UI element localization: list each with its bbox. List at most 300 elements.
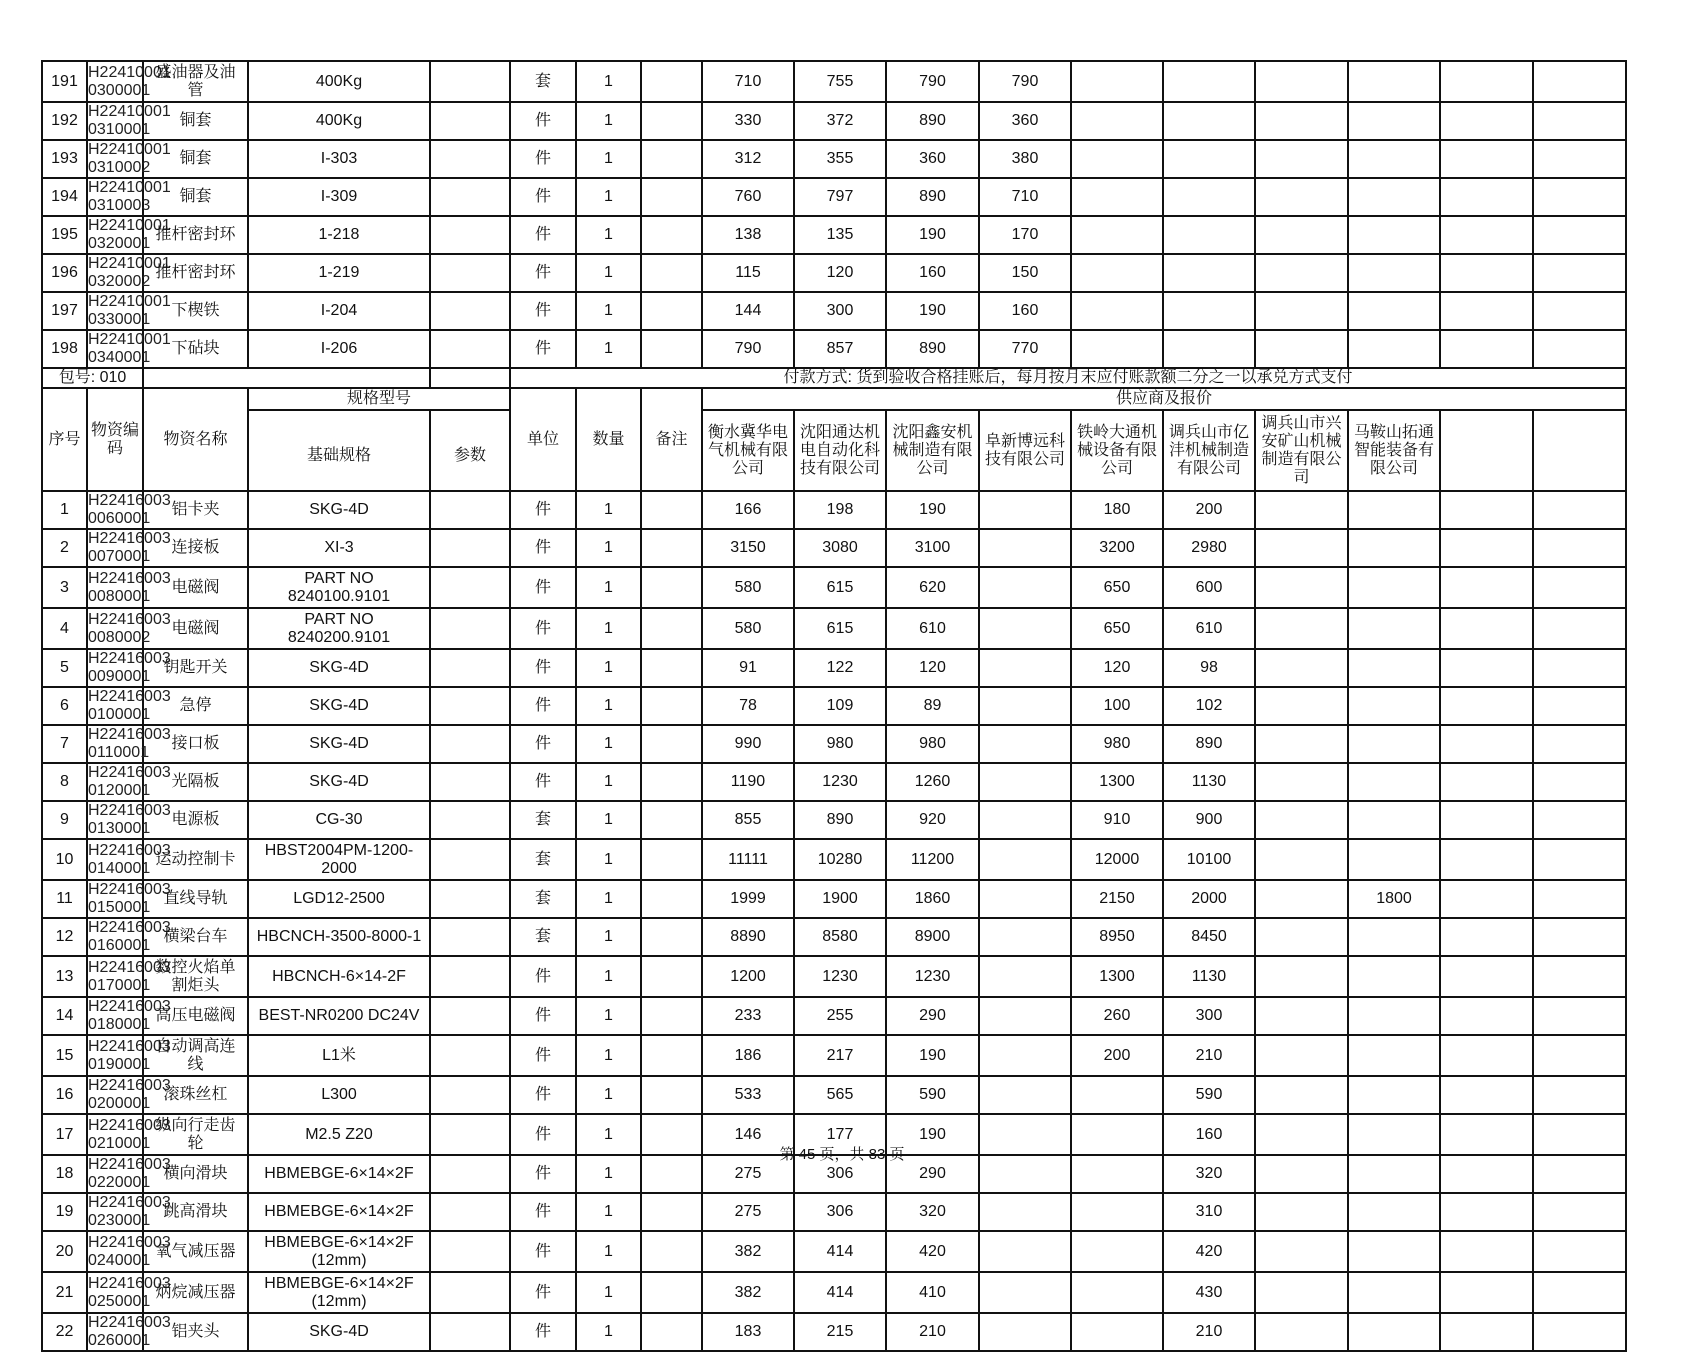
- row-price: 180: [1071, 491, 1163, 529]
- text-line: 管: [187, 81, 204, 99]
- row-remark: [641, 801, 702, 839]
- header-spec-group: 规格型号: [248, 388, 510, 410]
- row-price: [1440, 254, 1533, 292]
- row-unit: 件: [510, 608, 576, 649]
- row-material-code: [87, 254, 171, 292]
- row-remark: [641, 918, 702, 956]
- row-price: 1130: [1163, 956, 1255, 997]
- text-line: H22416003: [88, 841, 171, 859]
- row-spec-param: [430, 140, 510, 178]
- text-line: 推杆密封环: [155, 264, 236, 281]
- payment-terms: 付款方式: 货到验收合格挂账后，每月按月末应付账款额二分之一以承兑方式支付: [510, 368, 1626, 388]
- row-seq: 4: [42, 608, 87, 649]
- row-spec-param: [430, 956, 510, 997]
- row-qty: 1: [576, 140, 641, 178]
- row-unit: 件: [510, 649, 576, 687]
- row-spec-basic: [248, 918, 430, 956]
- table-row: [42, 1035, 1626, 1076]
- row-price: 3080: [794, 529, 886, 567]
- text-line: H22416003: [88, 1314, 171, 1331]
- row-spec-param: [430, 1193, 510, 1231]
- row-qty: 1: [576, 880, 641, 918]
- row-price: [979, 1231, 1071, 1272]
- row-unit: 套: [510, 918, 576, 956]
- row-price: [1255, 1313, 1348, 1351]
- row-seq: 21: [42, 1272, 87, 1313]
- row-remark: [641, 839, 702, 880]
- text-line: 阜新博远科: [984, 432, 1065, 450]
- row-remark: [641, 687, 702, 725]
- text-line: H22416003: [88, 958, 171, 976]
- table-row: [42, 491, 1626, 529]
- text-line: 公司: [1100, 459, 1133, 477]
- row-price: 186: [702, 1035, 794, 1076]
- supplier-header: [702, 410, 794, 491]
- row-qty: 1: [576, 649, 641, 687]
- row-price: 200: [1071, 1035, 1163, 1076]
- row-qty: 1: [576, 1076, 641, 1114]
- row-price: 2150: [1071, 880, 1163, 918]
- row-price: [1440, 801, 1533, 839]
- supplier-header: [979, 410, 1071, 491]
- row-price: [1533, 687, 1626, 725]
- row-seq: 12: [42, 918, 87, 956]
- row-qty: 1: [576, 1035, 641, 1076]
- row-price: [1533, 330, 1626, 368]
- row-unit: 件: [510, 763, 576, 801]
- row-price: [1348, 763, 1440, 801]
- row-price: 120: [886, 649, 979, 687]
- row-price: 600: [1163, 567, 1255, 608]
- text-line: 电磁阀: [171, 619, 220, 637]
- row-price: 3200: [1071, 529, 1163, 567]
- row-unit: 件: [510, 1035, 576, 1076]
- row-qty: 1: [576, 839, 641, 880]
- row-spec-param: [430, 763, 510, 801]
- row-price: 320: [1163, 1155, 1255, 1193]
- table-row: [42, 1193, 1626, 1231]
- row-price: [1440, 956, 1533, 997]
- row-price: 1999: [702, 880, 794, 918]
- row-price: 580: [702, 608, 794, 649]
- row-price: [1255, 1231, 1348, 1272]
- text-line: CG-30: [315, 811, 363, 828]
- text-line: 铝夹头: [171, 1323, 220, 1340]
- row-price: [1533, 61, 1626, 102]
- row-spec-basic: [248, 725, 430, 763]
- text-line: H22416003: [88, 1116, 171, 1134]
- text-line: 0070001: [88, 548, 151, 565]
- row-spec-basic: [248, 1193, 430, 1231]
- row-material-code: [87, 649, 171, 687]
- text-line: 0120001: [88, 782, 151, 799]
- row-remark: [641, 178, 702, 216]
- row-price: 300: [1163, 997, 1255, 1035]
- row-spec-param: [430, 608, 510, 649]
- text-line: H22416003: [88, 1077, 171, 1094]
- row-spec-param: [430, 1272, 510, 1313]
- text-line: 钥匙开关: [163, 659, 228, 676]
- row-remark: [641, 1231, 702, 1272]
- row-price: [1533, 1231, 1626, 1272]
- row-price: [1440, 1313, 1533, 1351]
- row-price: [1255, 956, 1348, 997]
- row-price: 1230: [886, 956, 979, 997]
- text-line: H22416003: [88, 1194, 171, 1211]
- row-price: [1255, 763, 1348, 801]
- text-line: 0090001: [88, 668, 151, 685]
- row-remark: [641, 725, 702, 763]
- row-unit: 套: [510, 61, 576, 102]
- row-price: 360: [886, 140, 979, 178]
- text-line: 割炬头: [171, 976, 220, 994]
- header-row-1: [42, 388, 1626, 410]
- text-line: I-303: [320, 150, 358, 167]
- table-row: [42, 61, 1626, 102]
- row-unit: 件: [510, 1272, 576, 1313]
- row-spec-basic: [248, 649, 430, 687]
- text-line: 横向滑块: [163, 1165, 228, 1182]
- row-price: [1440, 292, 1533, 330]
- row-price: 306: [794, 1155, 886, 1193]
- row-material-code: [87, 725, 171, 763]
- table-row: [42, 529, 1626, 567]
- text-line: 0160001: [88, 937, 151, 954]
- text-line: 0080002: [88, 628, 151, 646]
- table-row: [42, 1076, 1626, 1114]
- row-price: [1533, 725, 1626, 763]
- supplier-header: [1440, 410, 1533, 491]
- row-spec-basic: [248, 1035, 430, 1076]
- row-price: 790: [886, 61, 979, 102]
- text-line: 铁岭大通机: [1076, 423, 1157, 441]
- row-spec-param: [430, 918, 510, 956]
- row-price: 890: [886, 330, 979, 368]
- row-price: 78: [702, 687, 794, 725]
- text-line: H22410001: [88, 63, 171, 81]
- row-seq: 197: [42, 292, 87, 330]
- row-spec-basic: [248, 763, 430, 801]
- text-line: H22410001: [88, 255, 171, 272]
- row-price: 1200: [702, 956, 794, 997]
- row-seq: 193: [42, 140, 87, 178]
- row-spec-basic: [248, 880, 430, 918]
- row-qty: 1: [576, 918, 641, 956]
- row-seq: 192: [42, 102, 87, 140]
- row-spec-param: [430, 216, 510, 254]
- text-line: 下楔铁: [171, 302, 220, 319]
- row-remark: [641, 61, 702, 102]
- text-line: 0100001: [88, 706, 151, 723]
- row-price: [979, 687, 1071, 725]
- row-remark: [641, 1313, 702, 1351]
- text-line: 高压电磁阀: [155, 1007, 236, 1024]
- row-spec-param: [430, 1076, 510, 1114]
- table-row: [42, 687, 1626, 725]
- row-unit: 件: [510, 1231, 576, 1272]
- table-row: [42, 801, 1626, 839]
- row-price: 533: [702, 1076, 794, 1114]
- text-line: H22410001: [88, 331, 171, 348]
- row-unit: 套: [510, 801, 576, 839]
- text-line: 械制造有限: [892, 441, 973, 459]
- row-material-code: [87, 801, 171, 839]
- row-seq: 13: [42, 956, 87, 997]
- row-price: 120: [794, 254, 886, 292]
- text-line: 光隔板: [171, 773, 220, 790]
- text-line: (12mm): [311, 1292, 367, 1310]
- row-price: 198: [794, 491, 886, 529]
- table-row: [42, 1231, 1626, 1272]
- row-spec-basic: [248, 608, 430, 649]
- row-seq: 10: [42, 839, 87, 880]
- row-material-code: [87, 61, 171, 102]
- row-qty: 1: [576, 608, 641, 649]
- row-spec-param: [430, 1035, 510, 1076]
- row-spec-basic: [248, 102, 430, 140]
- empty-cell: [430, 368, 510, 388]
- row-price: [1440, 1076, 1533, 1114]
- row-remark: [641, 567, 702, 608]
- row-price: [1071, 216, 1163, 254]
- text-line: 技有限公司: [984, 450, 1065, 468]
- text-line: 1-219: [318, 264, 360, 281]
- row-qty: 1: [576, 997, 641, 1035]
- row-price: [1440, 880, 1533, 918]
- row-price: [979, 608, 1071, 649]
- row-unit: 件: [510, 491, 576, 529]
- row-seq: 22: [42, 1313, 87, 1351]
- row-material-code: [87, 491, 171, 529]
- row-qty: 1: [576, 1155, 641, 1193]
- text-line: 0130001: [88, 820, 151, 837]
- text-line: H22416003: [88, 881, 171, 898]
- text-line: 0150001: [88, 899, 151, 916]
- row-price: 1230: [794, 956, 886, 997]
- row-price: 233: [702, 997, 794, 1035]
- text-line: 0170001: [88, 976, 151, 994]
- row-material-code: [87, 1035, 171, 1076]
- text-line: 数控火焰单: [155, 958, 236, 976]
- text-line: 气机械有限: [707, 441, 788, 459]
- text-line: HBCNCH-3500-8000-1: [256, 928, 422, 945]
- row-price: [1348, 491, 1440, 529]
- text-line: 0250001: [88, 1292, 151, 1310]
- row-price: 170: [979, 216, 1071, 254]
- row-price: [1533, 880, 1626, 918]
- row-price: [1071, 1193, 1163, 1231]
- row-remark: [641, 102, 702, 140]
- package-number: 包号: 010: [42, 368, 143, 388]
- row-unit: 件: [510, 725, 576, 763]
- row-price: [1255, 801, 1348, 839]
- row-price: [1348, 292, 1440, 330]
- row-price: 91: [702, 649, 794, 687]
- row-price: 430: [1163, 1272, 1255, 1313]
- row-price: 290: [886, 1155, 979, 1193]
- row-price: 11111: [702, 839, 794, 880]
- row-price: [1071, 61, 1163, 102]
- row-material-code: [87, 1313, 171, 1351]
- text-line: 炳烷减压器: [155, 1283, 236, 1301]
- row-remark: [641, 608, 702, 649]
- row-price: 360: [979, 102, 1071, 140]
- row-price: 610: [886, 608, 979, 649]
- text-line: SKG-4D: [309, 659, 369, 676]
- text-line: 械设备有限: [1076, 441, 1157, 459]
- text-line: 盛油器及油: [155, 63, 236, 81]
- row-price: [979, 956, 1071, 997]
- row-price: [1440, 1193, 1533, 1231]
- row-unit: 件: [510, 330, 576, 368]
- header-unit: 单位: [510, 388, 576, 491]
- row-price: 210: [886, 1313, 979, 1351]
- row-qty: 1: [576, 687, 641, 725]
- row-price: [979, 649, 1071, 687]
- header-qty: 数量: [576, 388, 641, 491]
- row-qty: 1: [576, 178, 641, 216]
- text-line: HBMEBGE-6×14×2F: [264, 1165, 414, 1182]
- row-remark: [641, 1193, 702, 1231]
- row-price: [1440, 687, 1533, 725]
- text-line: 轮: [187, 1134, 204, 1152]
- table-row: [42, 292, 1626, 330]
- row-unit: 件: [510, 529, 576, 567]
- supplier-header: [1255, 410, 1348, 491]
- row-remark: [641, 649, 702, 687]
- row-price: 160: [979, 292, 1071, 330]
- row-price: [1255, 254, 1348, 292]
- text-line: 0320001: [88, 235, 151, 252]
- row-price: 210: [1163, 1035, 1255, 1076]
- row-qty: 1: [576, 801, 641, 839]
- row-price: 8890: [702, 918, 794, 956]
- row-price: [1440, 725, 1533, 763]
- row-price: 177: [794, 1114, 886, 1155]
- row-price: [1163, 254, 1255, 292]
- row-unit: 件: [510, 102, 576, 140]
- package-row: [42, 368, 1626, 388]
- row-price: 260: [1071, 997, 1163, 1035]
- row-material-name: [143, 956, 248, 997]
- row-spec-basic: [248, 839, 430, 880]
- text-line: H22416003: [88, 802, 171, 819]
- row-remark: [641, 880, 702, 918]
- row-price: 215: [794, 1313, 886, 1351]
- row-price: [1163, 216, 1255, 254]
- row-price: 183: [702, 1313, 794, 1351]
- row-material-name: [143, 61, 248, 102]
- row-unit: 套: [510, 839, 576, 880]
- package-section: [42, 368, 1626, 491]
- row-unit: 件: [510, 956, 576, 997]
- supplier-header: [886, 410, 979, 491]
- row-price: [1255, 567, 1348, 608]
- table-row: [42, 763, 1626, 801]
- row-price: 382: [702, 1272, 794, 1313]
- text-line: 0140001: [88, 859, 151, 877]
- row-spec-basic: [248, 254, 430, 292]
- row-price: 414: [794, 1231, 886, 1272]
- row-price: [1440, 102, 1533, 140]
- row-price: 200: [1163, 491, 1255, 529]
- text-line: 纵向行走齿: [155, 1116, 236, 1134]
- text-line: H22416003: [88, 569, 171, 587]
- row-price: 790: [702, 330, 794, 368]
- row-price: [1533, 608, 1626, 649]
- table-row: [42, 725, 1626, 763]
- text-line: 400Kg: [315, 112, 363, 129]
- row-material-code: [87, 956, 171, 997]
- row-spec-basic: [248, 292, 430, 330]
- row-price: [1071, 140, 1163, 178]
- row-seq: 9: [42, 801, 87, 839]
- row-price: [1533, 216, 1626, 254]
- text-line: 自动调高连: [155, 1037, 236, 1055]
- supplier-header: [1163, 410, 1255, 491]
- row-price: 255: [794, 997, 886, 1035]
- row-unit: 件: [510, 178, 576, 216]
- row-seq: 14: [42, 997, 87, 1035]
- row-price: 1260: [886, 763, 979, 801]
- row-price: 1300: [1071, 956, 1163, 997]
- text-line: HBMEBGE-6×14×2F: [264, 1203, 414, 1220]
- row-price: [1348, 529, 1440, 567]
- text-line: I-204: [320, 302, 358, 319]
- header-remark: 备注: [641, 388, 702, 491]
- row-spec-param: [430, 61, 510, 102]
- text-line: HBMEBGE-6×14×2F: [264, 1274, 414, 1292]
- row-price: [1533, 529, 1626, 567]
- row-price: [1071, 1313, 1163, 1351]
- text-line: 铜套: [179, 150, 212, 167]
- row-price: [1255, 61, 1348, 102]
- table-row: [42, 567, 1626, 608]
- row-price: 565: [794, 1076, 886, 1114]
- text-line: 0310003: [88, 197, 151, 214]
- page-footer: 第 45 页，共 83 页: [779, 1146, 905, 1163]
- row-spec-basic: [248, 491, 430, 529]
- text-line: H22410001: [88, 217, 171, 234]
- row-qty: 1: [576, 330, 641, 368]
- row-price: 615: [794, 608, 886, 649]
- row-price: [1440, 608, 1533, 649]
- row-seq: 7: [42, 725, 87, 763]
- row-price: 980: [794, 725, 886, 763]
- row-price: [1255, 839, 1348, 880]
- row-unit: 件: [510, 216, 576, 254]
- row-price: 166: [702, 491, 794, 529]
- row-unit: 件: [510, 1155, 576, 1193]
- row-price: [1255, 178, 1348, 216]
- row-qty: 1: [576, 491, 641, 529]
- text-line: M2.5 Z20: [305, 1125, 373, 1143]
- row-price: [1440, 1035, 1533, 1076]
- row-price: 160: [886, 254, 979, 292]
- row-price: 580: [702, 567, 794, 608]
- table-row: [42, 254, 1626, 292]
- text-line: 氧气减压器: [155, 1242, 236, 1260]
- row-price: [1440, 1231, 1533, 1272]
- text-line: 8240100.9101: [287, 587, 391, 605]
- text-line: 跳高滑块: [163, 1203, 228, 1220]
- text-line: 0210001: [88, 1134, 151, 1152]
- row-price: 330: [702, 102, 794, 140]
- row-qty: 1: [576, 1231, 641, 1272]
- row-price: [1533, 1313, 1626, 1351]
- table-row: [42, 839, 1626, 880]
- text-line: 0220001: [88, 1174, 151, 1191]
